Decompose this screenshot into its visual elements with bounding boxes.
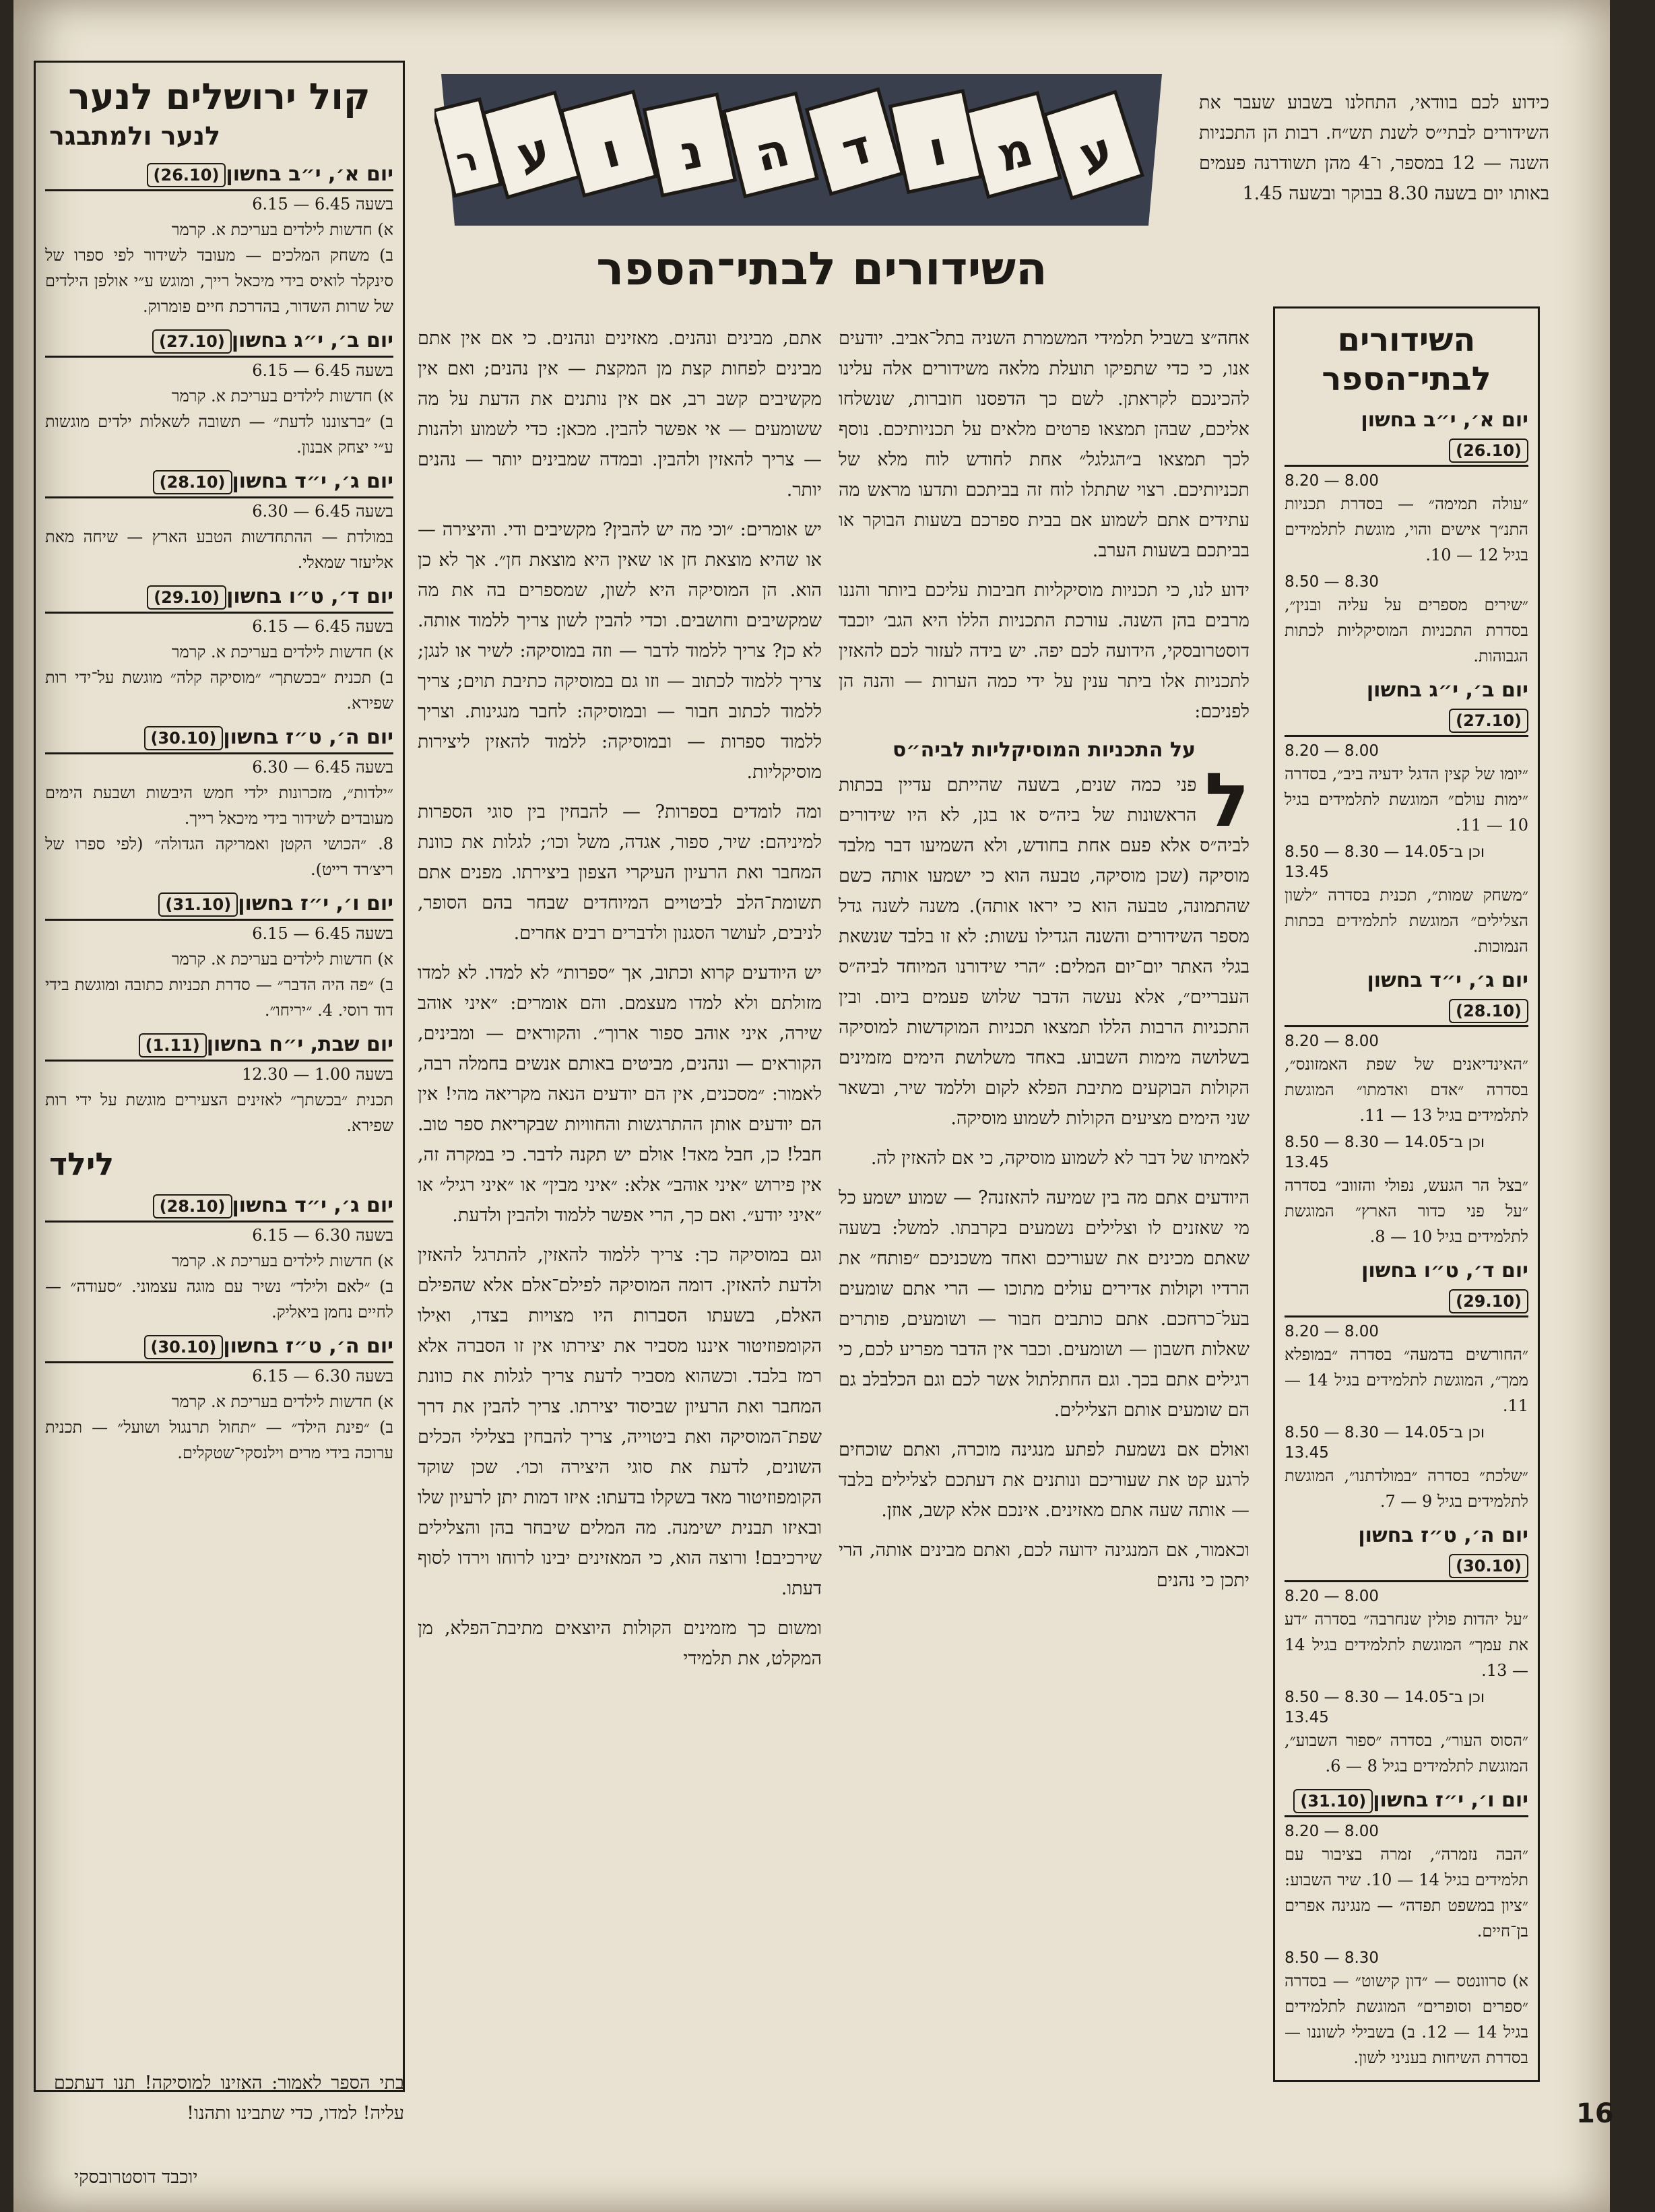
article-paragraph: יש אומרים: ״וכי מה יש להבין? מקשיבים ודי. והיצירה — או שהיא מוצאת חן או שאין היא מוצאת חן״. אך לא כן הוא. הן המוסיקה היא לשון, שמספרים בה את מה שמקשיבים וחושבים. וכדי להבין לשון צריך ללמוד אותה. לא כן? צריך ללמוד לדבר — וזה במוסיקה: לשיר או לנגן; צריך ללמוד לכתוב — וזו גם במוסיקה כתיבת תוים; צריך ללמוד לכתוב חבור — ובמוסיקה: לחבר מנגינות. וצריך ללמוד ספרות — ובמוסיקה: ללמוד להאזין ליצירות מוסיקליות. — [418, 519, 822, 783]
music-paragraph: פני כמה שנים, בשעה שהייתם עדיין בכתות הראשונות של ביה״ס או בגן, לא היו שידורים לביה״ס אלא פעם אחת בחודש, ולא השמיעו דבר מלבד מוסיקה (שכן מוסיקה, טבעה הוא כי ישמעו אותה כשם שהתמונה, טבעה הוא כי יראו אותה). משנה לשנה גדל מספר השידורים והשנה הגדילו עשות: לא זו בלבד שנשאת בגלי האתר יום־יום המלים: ״הרי שידורנו המיוחד לביה״ס העבריים״, אלא נעשה הדבר שלוש פעמים ביום. ובין התכניות הרבות הללו תמצאו תכניות המוקדשות למוסיקה בשלושה מימות השבוע. באחד משלושת הימים מזמינים הקולות הבוקעים מתיבת הפלא לקום וללמד שיר, ובשאר שני הימים מציעים הקולות לשמוע מוסיקה. — [839, 775, 1250, 1129]
radio-day-name: יום א׳, י״ב בחשון — [226, 162, 393, 186]
schedule-day-heading — [1285, 1256, 1528, 1318]
schedule-day-heading — [1285, 676, 1528, 737]
intro-paragraph: כידוע לכם בוודאי, התחלנו בשבוע שעבר את השידורים לבתי״ס לשנת תש״ח. רבות הן התכניות השנה — 12 במספר, ו־4 מהן תשודרנה פעמים באותו יום בשעה 8.30 בבוקר ובשעה 1.45 — [1199, 92, 1549, 204]
article-paragraph: אחה״צ בשביל תלמידי המשמרת השניה בתל־אביב. יודעים אנו, כי כדי שתפיקו תועלת מלאה משידורים אלה עלינו להכינכם לקראתן. לשם כך הדפסנו חוברות, שנשלחו אליכם, שבהן תמצאו פרטים מלאים על תכניותיכם. נוסף לכך תמצאו ב״הגלגל״ אחת לחודש לוח מלא של תכניותיכם. רצוי שתתלו לוח זה בביתכם ותדעו מראש מה עתידים אתם לשמוע אם בבית ספרכם בשעות הבוקר או בביתכם בשעות הערב. — [839, 328, 1250, 561]
svg-text:ע: ע — [1072, 121, 1119, 183]
closing-text: בתי הספר לאמור: האזינו למוסיקה! תנו דעתכם עליה! למדו, כדי שתבינו ותהנו! — [54, 2073, 404, 2124]
schedule-slot-time: 8.50 — 8.30 וכן ב־14.05 — 13.45 — [1285, 1689, 1485, 1726]
article-paragraph: ומה לומדים בספרות? — להבחין בין סוגי הספרות למיניהם: שיר, ספור, אגדה, משל וכו׳; לגלות את כוונת המחבר ואת הרעיון העיקרי הצפון ביצירתו. מפנים אתם תשומת־הלב לביטויים המיוחדים שבחר בהם הסופר, לניבים, לעושר הסגנון ולדברים רבים אחרים. — [418, 802, 822, 944]
radio-program-item: ב) תכנית ״בכשתך״ ״מוסיקה קלה״ מוגשת על־ידי רות שפירא. — [45, 668, 393, 713]
article-paragraph: וכאמור, אם המנגינה ידועה לכם, ואתם מבינים אותה, הרי יתכן כי נהנים — [839, 1540, 1250, 1591]
radio-program-item: במולדת — ההתחדשות הטבע הארץ — שיחה מאת אליעזר שמאלי. — [45, 527, 393, 572]
radio-day-time: בשעה 6.45 — 6.30 — [252, 502, 393, 521]
radio-day-date: (31.10) — [158, 892, 238, 917]
schedule-day — [1285, 1521, 1528, 1779]
child-heading: לילד — [49, 1146, 115, 1182]
schedule-slot-time: 8.20 — 8.00 — [1285, 742, 1380, 760]
schedule-slot-program: ״עולה תמימה״ — בסדרת תכניות התנ״ך אישים והוי, מוגשת לתלמידים בגיל 12 — 10. — [1285, 494, 1528, 564]
newspaper-page — [13, 0, 1614, 2212]
radio-day — [45, 582, 393, 716]
radio-program-item: א) חדשות לילדים בעריכת א. קרמר — [171, 950, 393, 969]
schedule-slot-time: 8.50 — 8.30 וכן ב־14.05 — 13.45 — [1285, 1134, 1485, 1171]
radio-day-heading — [45, 1030, 393, 1062]
article-paragraph: יש היודעים קרוא וכתוב, אך ״ספרות״ לא למדו. לא למדו מזולתם ולא למדו מעצמם. והם אומרים: ״איני אוהב שירה, איני אוהב ספור ארוך״. והקוראים — ומבינים, הקוראים — ונהנים, מביטים באותם אנשים בחמלה רבה, לאמור: ״מסכנים, אין הם יודעים הנאה מקריאה מהי! אין הם יודעים אותן ההתרגשות והחוויות שבקריאת ספר טוב. חבל! כן, חבל מאד! אולם יש תקנה לדבר. כי במקרה זה, אין פירוש ״איני אוהב״ אלא: ״איני מבין״ או ״איני רגיל״ או ״איני יודע״. ואם כך, הרי אפשר ללמוד ולהבין ולדעת. — [418, 963, 822, 1226]
schedule-days — [1275, 405, 1538, 2071]
radio-day-name: יום ה׳, ט״ז בחשון — [223, 1334, 393, 1358]
schedule-day — [1285, 1256, 1528, 1514]
radio-day-time: בשעה 6.45 — 6.15 — [252, 924, 393, 943]
drop-cap: ל — [1204, 757, 1250, 843]
radio-day — [45, 326, 393, 460]
radio-day-name: יום ה׳, ט״ז בחשון — [223, 725, 393, 749]
radio-program-item: ב) ״פינת הילד״ — ״תחול תרנגול ושועל״ — תכנית ערוכה בידי מרים וילנסקי־שטקלים. — [45, 1418, 393, 1462]
schedule-day-date: (29.10) — [1449, 1289, 1528, 1313]
schedule-day-heading — [1285, 966, 1528, 1027]
article-column-1 — [839, 323, 1250, 2088]
article-column-2 — [418, 323, 822, 2088]
radio-program-item: תכנית ״בכשתך״ לאזינים הצעירים מוגשת על ידי רות שפירא. — [45, 1091, 393, 1135]
radio-day — [45, 889, 393, 1023]
youth-days — [36, 160, 403, 1138]
article-paragraph: ומשום כך מזמינים הקולות היוצאים מתיבת־הפלא, מן המקלט, את תלמידי — [418, 1618, 822, 1669]
svg-text:ד: ד — [835, 118, 878, 179]
radio-day-heading — [45, 1191, 393, 1223]
svg-text:ה: ה — [750, 121, 795, 183]
svg-text:נ: נ — [675, 123, 708, 182]
schedule-day-name: יום ג׳, י״ד בחשון — [1367, 969, 1528, 992]
radio-program-item: ב) ״פה היה הדבר״ — סדרת תכניות כתובה ומוגשת בידי דוד רוסי. 4. ״יריחו״. — [45, 975, 393, 1020]
radio-day-time: בשעה 6.45 — 6.15 — [252, 361, 393, 380]
schedule-slot-time: 8.20 — 8.00 — [1285, 472, 1380, 490]
radio-program-item: 8. ״הכושי הקטן ואמריקה הגדולה״ (לפי ספרו של ריצ׳רד רייט). — [45, 835, 393, 879]
svg-text:ו: ו — [595, 122, 626, 180]
radio-day-time: בשעה 6.30 — 6.15 — [252, 1226, 393, 1245]
radio-day-name: יום ג׳, י״ד בחשון — [232, 1194, 393, 1217]
radio-day-date: (30.10) — [144, 1335, 224, 1359]
radio-program-item: א) חדשות לילדים בעריכת א. קרמר — [171, 1251, 393, 1270]
radio-day-name: יום ו׳, י״ז בחשון — [238, 892, 393, 915]
schedule-slot-program: ״יומו של קצין הדגל ידעיה ביב״, בסדרה ״ימות עולם״ המוגשת לתלמידים בגיל 10 — 11. — [1285, 765, 1528, 835]
radio-day-time: בשעה 6.45 — 6.15 — [252, 617, 393, 636]
headline: השידורים לבתי־הספר — [596, 242, 1047, 296]
schedule-box-title: השידורים לבתי־הספר — [1322, 321, 1491, 398]
article-paragraph: אתם, מבינים ונהנים. מאזינים ונהנים. כי אם אין אתם מבינים לפחות קצת מן המקצת — אין נהנים; ואם אין מקשיבים קשב רב, אם אין נותנים את הדעת על מה ששומעים — אי אפשר להבין. מכאן: כדי לשמוע ולהנות — צריך להאזין ולהבין. ובמדה שמבינים יותר — נהנים יותר. — [418, 328, 822, 500]
radio-day — [45, 1030, 393, 1138]
schedule-day-name: יום ו׳, י״ז בחשון — [1373, 1788, 1528, 1812]
radio-day-date: (28.10) — [153, 1194, 232, 1218]
schedule-slot-program: ״הסוס העור״, בסדרה ״ספור השבוע״, המוגשת לתלמידים בגיל 8 — 6. — [1285, 1731, 1528, 1776]
schedule-slot-program: ״האינדיאנים של שפת האמזונס״, בסדרה ״אדם ואדמתו״ המוגשת לתלמידים בגיל 13 — 11. — [1285, 1055, 1528, 1125]
schedule-slot-time: 8.50 — 8.30 — [1285, 573, 1380, 591]
schedule-day-name: יום ה׳, ט״ז בחשון — [1358, 1524, 1528, 1547]
radio-program-item: ב) ״ברצוננו לדעת״ — תשובה לשאלות ילדים מוגשות ע״י יצחק אבנון. — [45, 412, 393, 457]
radio-day — [45, 1332, 393, 1466]
youth-radio-title: קול ירושלים לנער — [68, 75, 370, 118]
radio-day-name: יום ב׳, י״ג בחשון — [231, 329, 393, 352]
schedule-slot-time: 8.50 — 8.30 — [1285, 1949, 1380, 1967]
schedule-slot-time: 8.20 — 8.00 — [1285, 1323, 1380, 1340]
radio-day-heading — [45, 723, 393, 754]
radio-day-time: בשעה 1.00 — 12.30 — [242, 1065, 393, 1084]
signature — [74, 2162, 344, 2196]
schedule-day-date: (28.10) — [1449, 999, 1528, 1023]
radio-day-heading — [45, 1332, 393, 1363]
radio-day-date: (30.10) — [144, 726, 224, 750]
radio-program-item: א) חדשות לילדים בעריכת א. קרמר — [171, 387, 393, 405]
radio-program-item: א) חדשות לילדים בעריכת א. קרמר — [171, 643, 393, 661]
schedule-day — [1285, 405, 1528, 669]
article-paragraph: היודעים אתם מה בין שמיעה להאזנה? — שמוע ישמע כל מי שאזנים לו וצלילים נשמעים בקרבתו. למשל: בשעה שאתם מכינים את שעוריכם ואחד משכניכם ״פותח״ את הרדיו וקולות אדירים עולים מתוכו — הרי אתם שומעים בעל־כרחכם. אתם כותבים חבור — ושומעים, פותרים שאלות חשבון — ושומעים. וכבר אין הדבר מפריע לכם, כי רגילים אתם בכך. וגם החתלתול אשר לכם וגם הכלבלב גם הם שומעים אותם הצלילים. — [839, 1188, 1250, 1421]
radio-day-time: בשעה 6.45 — 6.15 — [252, 195, 393, 214]
schedule-slot-time: 8.20 — 8.00 — [1285, 1033, 1380, 1050]
radio-program-item: ב) משחק המלכים — מעובד לשידור לפי ספרו של סינקלר לואיס בידי מיכאל רייך, ומוגש ע״י אולפן הילדים של שרות השדור, בהדרכת חיים פומרוק. — [45, 246, 393, 316]
page-number: 16 — [1576, 2098, 1614, 2129]
svg-text:ו: ו — [923, 120, 951, 178]
schedule-day-name: יום ד׳, ט״ו בחשון — [1361, 1259, 1528, 1282]
schedule-day-name: יום ב׳, י״ג בחשון — [1366, 678, 1528, 702]
radio-day-heading — [45, 326, 393, 358]
radio-day — [45, 160, 393, 319]
schedule-day-heading — [1285, 1521, 1528, 1582]
article-paragraph: לאמיתו של דבר לא לשמוע מוסיקה, כי אם להאזין לה. — [870, 1148, 1250, 1169]
svg-text:ר: ר — [452, 138, 482, 182]
schedule-slot-program: ״שלכת״ בסדרה ״במולדתנו״, המוגשת לתלמידים בגיל 9 — 7. — [1285, 1466, 1528, 1511]
radio-day-date: (28.10) — [153, 470, 232, 494]
intro-text — [1199, 88, 1549, 269]
schedule-day — [1285, 676, 1528, 959]
signature-text: יוכבד דוסטרובסקי — [74, 2167, 198, 2188]
radio-program-item: ב) ״לאם ולילד״ נשיר עם מוגה עצמוני. ״סעודה״ — לחיים נחמן ביאליק. — [45, 1277, 393, 1322]
schedule-slot-program: ״שירים מספרים על עליה ובנין״, בסדרת התכניות המוסיקליות לכתות הגבוהות. — [1285, 595, 1528, 665]
radio-day-date: (29.10) — [147, 585, 226, 610]
schedule-day — [1285, 966, 1528, 1249]
radio-day — [45, 467, 393, 575]
radio-day-time: בשעה 6.45 — 6.30 — [252, 758, 393, 777]
schedule-slot-time: 8.50 — 8.30 וכן ב־14.05 — 13.45 — [1285, 843, 1485, 881]
article-paragraph — [839, 757, 1250, 1134]
youth-radio-subtitle: לנער ולמתבגר — [49, 121, 221, 151]
svg-text:מ: מ — [991, 121, 1039, 183]
schedule-slot-program: ״על יהדות פולין שנחרבה״ בסדרה ״דע את עמך״ המוגשת לתלמידים בגיל 14 — 13. — [1285, 1610, 1528, 1680]
schedule-slot-program: ״בצל הר הגעש, נפולי והזווב״ בסדרה ״על פני כדור הארץ״ המוגשת לתלמידים בגיל 10 — 8. — [1285, 1176, 1528, 1246]
article-paragraph: וגם במוסיקה כך: צריך ללמוד להאזין, להתרגל להאזין ולדעת להאזין. דומה המוסיקה לפילם־אלם אלא שהפילם האלם, בשעתו הסברות היו מצויות בצדו, ואילו הקומפוזיטור איננו מסביר את יצירתו אין זו הסברה אלא רמז בלבד. וכשהוא מסביר לדעת צריך לגלות את כוונת המחבר ואת הרעיון שביסוד יצירתו. צריך להבין את דרך שפת־המוסיקה ואת ביטוייה, צריך להבחין בצלילי הכלים השונים, לדעת את סוגי היצירה וכו׳. שכן שוקד הקומפוזיטור מאד בשקלו בדעתו: איזו דמות יתן לרעיון שלו ובאיזו תבנית ישימנה. מה המלים שיבחר בהן והצלילים שירכיבם! ורוצה הוא, כי המאזינים יבינו לרוחו וירדו לסוף דעתו. — [418, 1245, 822, 1599]
radio-program-item: ״ילדות״, מזכרונות ילדי חמש היבשות ושבעת הימים מעובדים לשידור בידי מיכאל רייך. — [45, 783, 393, 828]
schedule-day-heading — [1285, 405, 1528, 467]
schedule-slot-program: ״משחק שמות״, תכנית בסדרה ״לשון הצלילים״ המוגשת לתלמידים בכתות הנמוכות. — [1285, 886, 1528, 956]
radio-day — [45, 723, 393, 882]
schedule-day — [1285, 1786, 1528, 2071]
article-paragraph: ידוע לנו, כי תכניות מוסיקליות חביבות עליכם ביותר והננו מרבים בהן השנה. עורכת התכניות הללו היא הגב׳ יוכבד דוסטרובסקי, הידועה לכם יפה. יש בידה לעזור לכם להאזין לתכניות אלו ביתר ענין על ידי כמה הערות — והנה הן לפניכם: — [839, 580, 1250, 722]
schedule-slot-time: 8.20 — 8.00 — [1285, 1588, 1380, 1605]
radio-day-date: (26.10) — [147, 163, 226, 187]
music-heading: על התכניות המוסיקליות לביה״ס — [892, 738, 1196, 762]
schedule-day-date: (26.10) — [1449, 438, 1528, 463]
radio-day-heading — [45, 582, 393, 614]
radio-day-time: בשעה 6.30 — 6.15 — [252, 1367, 393, 1386]
child-days — [36, 1191, 403, 1466]
radio-day — [45, 1191, 393, 1325]
radio-day-name: יום ד׳, ט״ו בחשון — [226, 585, 393, 608]
radio-day-date: (1.11) — [139, 1033, 207, 1058]
schedule-slot-program: ״הבה נזמרה״, זמרה בציבור עם תלמידים בגיל 14 — 10. שיר השבוע: ״ציון במשפט תפדה״ — מנגינה אפרים בן־חיים. — [1285, 1845, 1528, 1941]
radio-day-name: יום שבת, י״ח בחשון — [206, 1033, 393, 1056]
radio-day-heading — [45, 160, 393, 191]
schedule-day-date: (30.10) — [1449, 1554, 1528, 1578]
svg-text:ע: ע — [510, 121, 556, 183]
schedule-day-heading — [1285, 1786, 1528, 1817]
youth-radio-column — [34, 61, 405, 2092]
schedule-slot-program: א) סרוונטס — ״דון קישוט״ — בסדרה ״ספרים וסופרים״ המוגשת לתלמידים בגיל 14 — 12. ב) בשבילי לשוננו — בסדרת השיחות בעניני לשון. — [1285, 1972, 1529, 2067]
radio-day-date: (27.10) — [152, 329, 232, 354]
schedule-slot-program: ״החורשים בדמעה״ בסדרה ״במופלא ממך״, המוגשת לתלמידים בגיל 14 — 11. — [1285, 1345, 1529, 1415]
radio-program-item: א) חדשות לילדים בעריכת א. קרמר — [171, 220, 393, 239]
radio-day-name: יום ג׳, י״ד בחשון — [232, 469, 393, 493]
schedule-day-name: יום א׳, י״ב בחשון — [1361, 408, 1528, 432]
schedule-day-date: (27.10) — [1449, 709, 1528, 733]
radio-program-item: א) חדשות לילדים בעריכת א. קרמר — [171, 1392, 393, 1411]
banner-logo — [434, 61, 1169, 239]
school-schedule-box — [1273, 306, 1540, 2082]
article-closing — [54, 2068, 404, 2142]
schedule-slot-time: 8.20 — 8.00 — [1285, 1823, 1380, 1840]
radio-day-heading — [45, 889, 393, 921]
radio-day-heading — [45, 467, 393, 498]
schedule-slot-time: 8.50 — 8.30 וכן ב־14.05 — 13.45 — [1285, 1424, 1485, 1462]
article-paragraph: ואולם אם נשמעת לפתע מנגינה מוכרה, ואתם שוכחים לרגע קט את שעוריכם ונותנים את דעתכם לצלילים בלבד — אותה שעה אתם מאזינים. אינכם אלא קשב, אוזן. — [839, 1439, 1250, 1521]
schedule-day-date: (31.10) — [1293, 1789, 1373, 1813]
